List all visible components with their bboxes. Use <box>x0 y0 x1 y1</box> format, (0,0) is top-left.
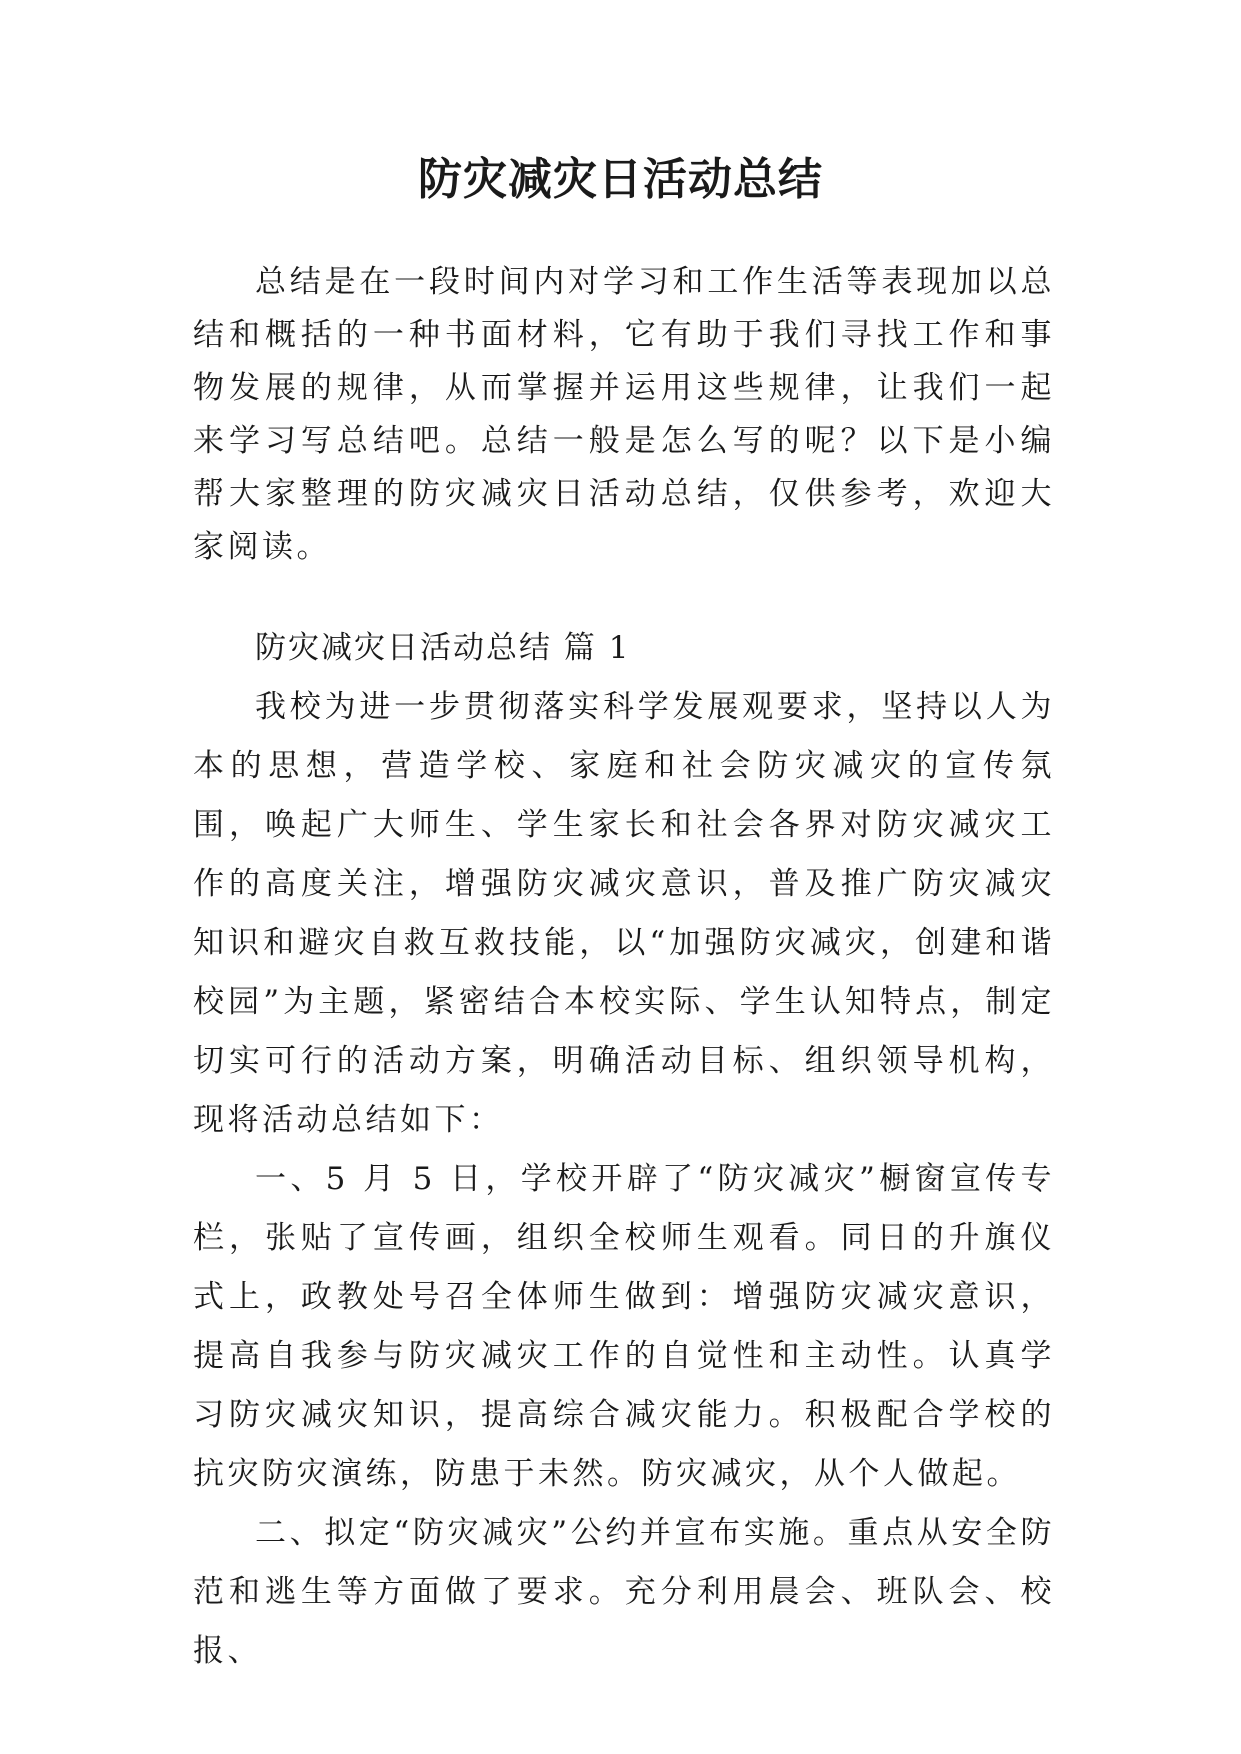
document-title: 防灾减灾日活动总结 <box>418 154 823 205</box>
intro-block <box>193 256 1055 574</box>
body-paragraph: 我校为进一步贯彻落实科学发展观要求，坚持以人为本的思想，营造学校、家庭和社会防灾减灾的宣传氛围，唤起广大师生、学生家长和社会各界对防灾减灾工作的高度关注，增强防灾减灾意识，普及推广防灾减灾知识和避灾自救互救技能，以“加强防灾减灾，创建和谐校园”为主题，紧密结合本校实际、学生认知特点，制定切实可行的活动方案，明确活动目标、组织领导机构，现将活动总结如下： <box>193 689 1055 1138</box>
section-block <box>193 622 1055 1681</box>
body-paragraph: 一、5 月 5 日，学校开辟了“防灾减灾”橱窗宣传专栏，张贴了宣传画，组织全校师生观看。同日的升旗仪式上，政教处号召全体师生做到：增强防灾减灾意识，提高自我参与防灾减灾工作的自觉性和主动性。认真学习防灾减灾知识，提高综合减灾能力。积极配合学校的抗灾防灾演练，防患于未然。防灾减灾，从个人做起。 <box>193 1161 1055 1492</box>
intro-paragraph: 总结是在一段时间内对学习和工作生活等表现加以总结和概括的一种书面材料，它有助于我们寻找工作和事物发展的规律，从而掌握并运用这些规律，让我们一起来学习写总结吧。总结一般是怎么写的呢？以下是小编帮大家整理的防灾减灾日活动总结，仅供参考，欢迎大家阅读。 <box>193 264 1055 565</box>
section-heading: 防灾减灾日活动总结 篇 1 <box>255 630 631 666</box>
body-paragraph: 二、拟定“防灾减灾”公约并宣布实施。重点从安全防范和逃生等方面做了要求。充分利用晨会、班队会、校报、 <box>193 1515 1055 1669</box>
